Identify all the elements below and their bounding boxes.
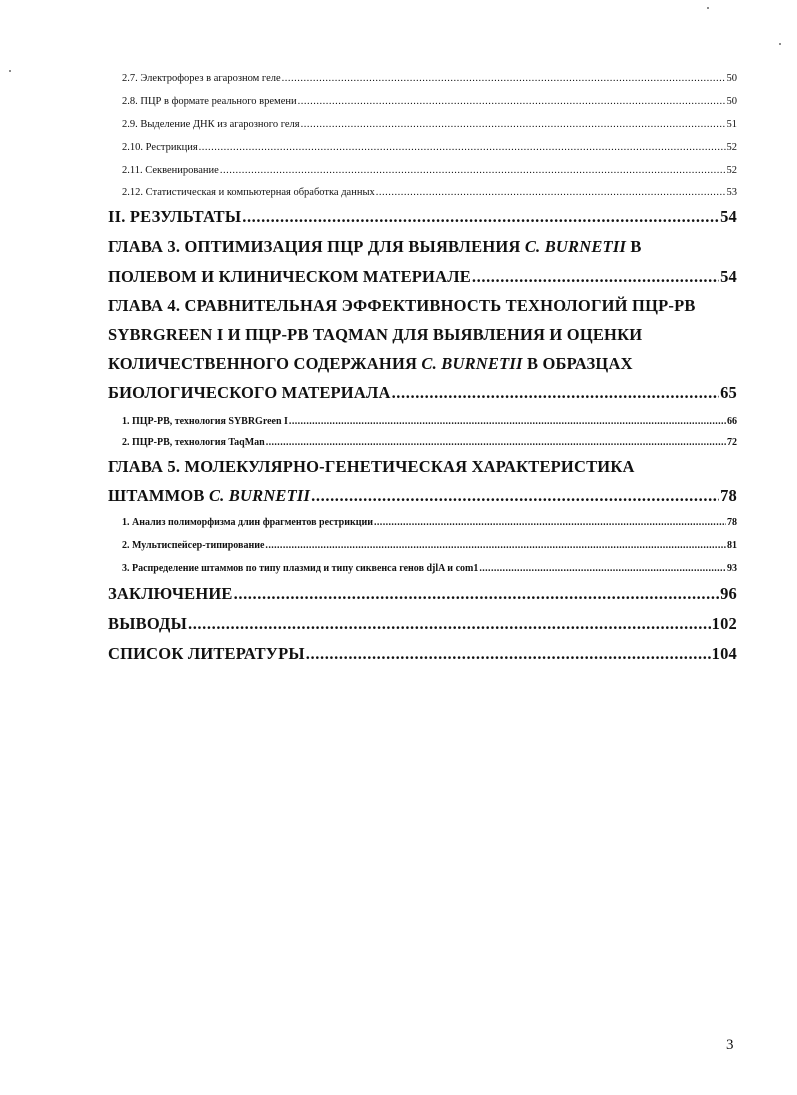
toc-entry[interactable]	[122, 73, 737, 84]
toc-entry-label: 2.12. Статистическая и компьютерная обработка данных	[122, 187, 375, 198]
dot-leader	[289, 416, 726, 427]
toc-entry-page: 54	[720, 207, 737, 226]
toc-entry-label: 2.7. Электрофорез в агарозном геле	[122, 73, 281, 84]
toc-entry[interactable]	[122, 517, 737, 528]
chapter4-species-name: C. BURNETII	[421, 354, 523, 373]
chapter3-species-name: C. BURNETII	[524, 237, 627, 256]
toc-entry[interactable]	[122, 563, 737, 574]
page-number: 3	[726, 1037, 734, 1053]
toc-entry-page: 52	[726, 142, 737, 153]
dot-leader	[301, 119, 726, 130]
dot-leader	[234, 584, 719, 604]
toc-chapter4[interactable]	[108, 383, 737, 403]
toc-entry-page: 50	[726, 73, 737, 84]
toc-entry[interactable]	[122, 540, 737, 551]
toc-entry-page: 66	[727, 416, 737, 427]
toc-chapter5[interactable]	[108, 486, 737, 506]
toc-part-results[interactable]	[108, 207, 737, 227]
toc-entry[interactable]	[122, 187, 737, 198]
toc-entry-page: 54	[720, 267, 737, 286]
toc-chapter5-title-line1[interactable]: ГЛАВА 5. МОЛЕКУЛЯРНО-ГЕНЕТИЧЕСКАЯ ХАРАКТЕРИСТИКА	[108, 457, 635, 476]
toc-entry[interactable]	[122, 416, 737, 427]
toc-entry[interactable]	[122, 142, 737, 153]
toc-references[interactable]	[108, 644, 737, 664]
toc-chapter4-title-line3[interactable]	[108, 354, 633, 374]
toc-chapter4-title-line1[interactable]: ГЛАВА 4. СРАВНИТЕЛЬНАЯ ЭФФЕКТИВНОСТЬ ТЕХНОЛОГИЙ ПЦР-РВ	[108, 296, 696, 315]
toc-entry-page: 78	[720, 486, 737, 505]
toc-entry-label: СПИСОК ЛИТЕРАТУРЫ	[108, 644, 305, 663]
toc-entry[interactable]	[122, 96, 737, 107]
chapter3-title-tail: В	[626, 237, 642, 256]
toc-entry-label: 2. Мультиспейсер-типирование	[122, 540, 265, 551]
toc-entry-label: 3. Распределение штаммов по типу плазмид и типу сиквенса генов djlA и com1	[122, 563, 479, 574]
dot-leader	[282, 73, 726, 84]
toc-entry-page: 78	[727, 517, 737, 528]
scan-speck	[9, 70, 11, 72]
scan-speck	[707, 7, 709, 9]
toc-entry-page: 72	[727, 437, 737, 448]
dot-leader	[242, 207, 719, 227]
toc-entry-page: 104	[711, 644, 737, 663]
toc-entry-page: 93	[727, 563, 737, 574]
toc-entry-page: 81	[727, 540, 737, 551]
chapter5-title-text: ШТАММОВ	[108, 486, 209, 505]
dot-leader	[298, 96, 726, 107]
toc-entry-label: 2.11. Секвенирование	[122, 165, 219, 176]
toc-entry-page: 51	[726, 119, 737, 130]
toc-chapter3[interactable]	[108, 267, 737, 287]
toc-entry-label: ЗАКЛЮЧЕНИЕ	[108, 584, 233, 603]
toc-entry-page: 102	[711, 614, 737, 633]
toc-entry[interactable]	[122, 437, 737, 448]
toc-entry-label: 2.9. Выделение ДНК из агарозного геля	[122, 119, 300, 130]
toc-entry-label	[108, 486, 310, 506]
dot-leader	[265, 540, 726, 551]
toc-entry-label: 1. Анализ полиморфизма длин фрагментов рестрикции	[122, 517, 373, 528]
toc-entry[interactable]	[122, 165, 737, 176]
dot-leader	[188, 614, 711, 634]
dot-leader	[392, 383, 720, 403]
toc-entry-page: 52	[726, 165, 737, 176]
dot-leader	[479, 563, 726, 574]
dot-leader	[374, 517, 726, 528]
dot-leader	[266, 437, 726, 448]
scan-speck	[779, 43, 781, 45]
toc-conclusion[interactable]	[108, 584, 737, 604]
toc-entry[interactable]	[122, 119, 737, 130]
dot-leader	[311, 486, 719, 506]
chapter3-title-text: ГЛАВА 3. ОПТИМИЗАЦИЯ ПЦР ДЛЯ ВЫЯВЛЕНИЯ	[108, 237, 525, 256]
toc-entry-label: 2.8. ПЦР в формате реального времени	[122, 96, 297, 107]
toc-entry-label: ПОЛЕВОМ И КЛИНИЧЕСКОМ МАТЕРИАЛЕ	[108, 267, 471, 286]
toc-entry-page: 53	[726, 187, 737, 198]
dot-leader	[472, 267, 719, 287]
dot-leader	[306, 644, 711, 664]
dot-leader	[220, 165, 726, 176]
chapter4-title-text: КОЛИЧЕСТВЕННОГО СОДЕРЖАНИЯ	[108, 354, 422, 373]
dot-leader	[199, 142, 726, 153]
toc-entry-page: 50	[726, 96, 737, 107]
chapter4-title-tail: В ОБРАЗЦАХ	[522, 354, 633, 373]
toc-entry-label: 2. ПЦР-РВ, технология TaqMan	[122, 437, 265, 448]
toc-entry-page: 65	[720, 383, 737, 402]
chapter5-species-name: C. BURNETII	[208, 486, 311, 505]
dot-leader	[376, 187, 726, 198]
toc-entry-label: 2.10. Рестрикция	[122, 142, 198, 153]
toc-findings[interactable]	[108, 614, 737, 634]
toc-entry-label: II. РЕЗУЛЬТАТЫ	[108, 207, 242, 226]
toc-chapter3-title-line1[interactable]	[108, 237, 642, 257]
toc-entry-label: БИОЛОГИЧЕСКОГО МАТЕРИАЛА	[108, 383, 391, 402]
toc-entry-page: 96	[720, 584, 737, 603]
toc-entry-label: ВЫВОДЫ	[108, 614, 187, 633]
toc-entry-label: 1. ПЦР-РВ, технология SYBRGreen I	[122, 416, 288, 427]
toc-chapter4-title-line2[interactable]: SYBRGREEN I И ПЦР-РВ TAQMAN ДЛЯ ВЫЯВЛЕНИЯ И ОЦЕНКИ	[108, 325, 643, 344]
